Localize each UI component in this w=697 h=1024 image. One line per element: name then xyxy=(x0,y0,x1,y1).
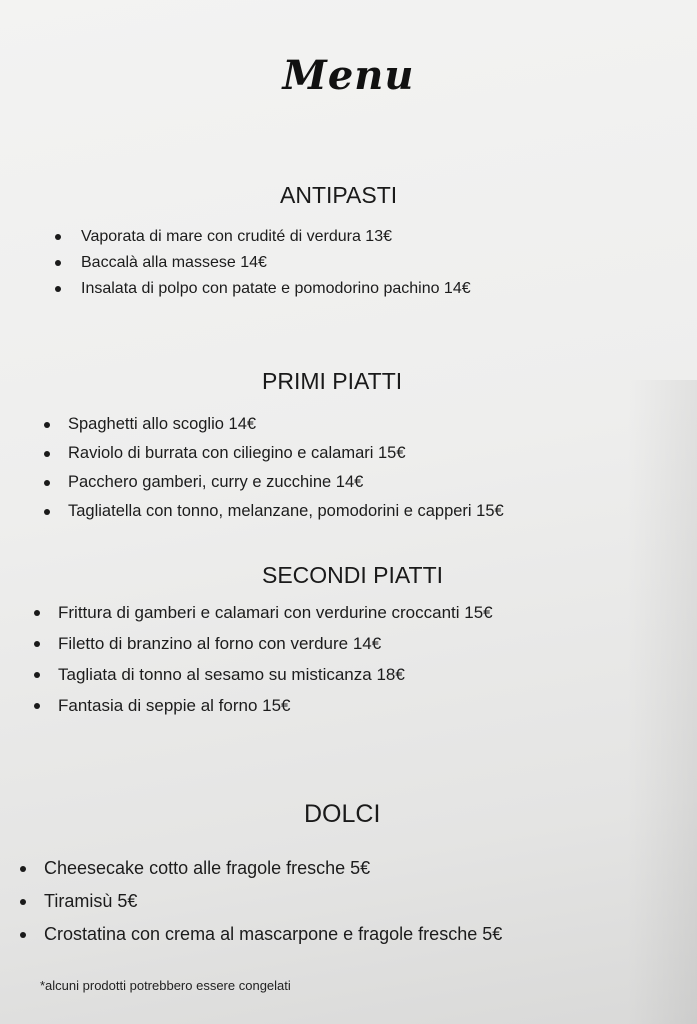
list-item: Frittura di gamberi e calamari con verdurine croccanti 15€ xyxy=(34,597,493,628)
list-item: Filetto di branzino al forno con verdure 14€ xyxy=(34,628,493,659)
list-item: Tagliata di tonno al sesamo su misticanza 18€ xyxy=(34,659,493,690)
paper-shadow xyxy=(627,380,697,1024)
list-item: Fantasia di seppie al forno 15€ xyxy=(34,690,493,721)
footnote: *alcuni prodotti potrebbero essere congelati xyxy=(40,978,291,993)
section-heading-primi: PRIMI PIATTI xyxy=(262,368,403,394)
list-item: Vaporata di mare con crudité di verdura 13€ xyxy=(55,224,471,250)
section-heading-secondi: SECONDI PIATTI xyxy=(262,562,444,588)
primi-list xyxy=(44,410,504,526)
list-item: Spaghetti allo scoglio 14€ xyxy=(44,410,504,439)
section-heading-antipasti: ANTIPASTI xyxy=(280,182,398,208)
list-item: Pacchero gamberi, curry e zucchine 14€ xyxy=(44,468,504,497)
list-item: Crostatina con crema al mascarpone e fragole fresche 5€ xyxy=(20,918,502,951)
list-item: Cheesecake cotto alle fragole fresche 5€ xyxy=(20,852,502,885)
list-item: Baccalà alla massese 14€ xyxy=(55,250,471,276)
dolci-list xyxy=(20,852,502,951)
list-item: Tagliatella con tonno, melanzane, pomodorini e capperi 15€ xyxy=(44,497,504,526)
menu-title: Menu xyxy=(282,52,415,99)
list-item: Raviolo di burrata con ciliegino e calamari 15€ xyxy=(44,439,504,468)
antipasti-list xyxy=(55,224,471,302)
list-item: Insalata di polpo con patate e pomodorino pachino 14€ xyxy=(55,276,471,302)
section-heading-dolci: DOLCI xyxy=(304,800,381,828)
list-item: Tiramisù 5€ xyxy=(20,885,502,918)
secondi-list xyxy=(34,597,493,721)
